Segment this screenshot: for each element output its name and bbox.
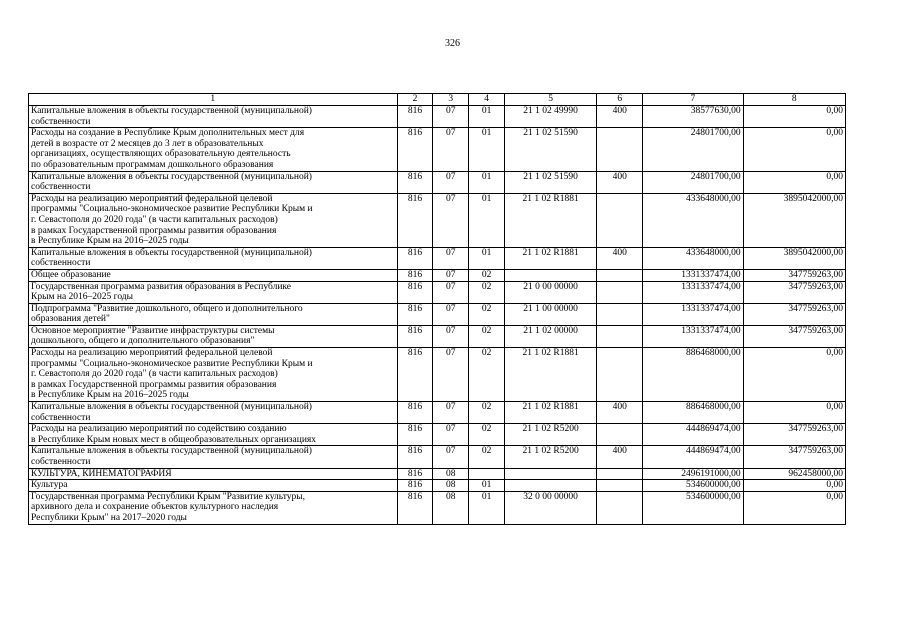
table-row	[29, 424, 846, 446]
row-name-line: Расходы на реализацию мероприятий по содействию созданию	[31, 424, 287, 435]
amount-year2-cell: 0,00	[743, 480, 845, 492]
row-name-line: архивного дела и сохранение объектов культурного наследия	[31, 502, 279, 513]
amount-year1-cell: 24801700,00	[643, 128, 743, 171]
row-name-cell	[29, 247, 398, 269]
ministry-code-cell: 816	[397, 491, 433, 524]
row-name-cell	[29, 128, 398, 171]
table-row	[29, 247, 846, 269]
subsection-code-cell: 02	[469, 424, 505, 446]
amount-year2-cell: 347759263,00	[743, 446, 845, 468]
section-code-cell: 07	[433, 402, 469, 424]
table-row	[29, 402, 846, 424]
expense-type-cell	[597, 480, 643, 492]
column-header: 6	[597, 94, 643, 106]
expense-type-cell	[597, 281, 643, 303]
row-name-cell	[29, 424, 398, 446]
ministry-code-cell: 816	[397, 402, 433, 424]
amount-year2-cell: 0,00	[743, 402, 845, 424]
row-name-line: Расходы на создание в Республике Крым дополнительных мест для	[31, 128, 305, 139]
row-name-line: г. Севастополя до 2020 года" (в части капитальных расходов)	[31, 214, 278, 225]
target-article-cell: 21 1 02 49990	[505, 106, 597, 128]
expense-type-cell: 400	[597, 171, 643, 193]
row-name-cell	[29, 303, 398, 325]
target-article-cell: 21 1 02 R5200	[505, 424, 597, 446]
section-code-cell: 07	[433, 128, 469, 171]
expense-type-cell: 400	[597, 106, 643, 128]
target-article-cell: 21 1 02 51590	[505, 128, 597, 171]
target-article-cell: 21 1 02 R5200	[505, 446, 597, 468]
target-article-cell: 21 1 02 51590	[505, 171, 597, 193]
row-name-line: в Республике Крым на 2016–2025 годы	[31, 390, 189, 401]
row-name-cell	[29, 468, 398, 480]
amount-year1-cell: 24801700,00	[643, 171, 743, 193]
row-name-line: Капитальные вложения в объекты государственной (муниципальной)	[31, 446, 312, 457]
subsection-code-cell	[469, 468, 505, 480]
ministry-code-cell: 816	[397, 424, 433, 446]
row-name-line: Государственная программа развития образования в Республике	[31, 281, 291, 292]
row-name-cell	[29, 281, 398, 303]
subsection-code-cell: 02	[469, 269, 505, 281]
table-row	[29, 325, 846, 347]
ministry-code-cell: 816	[397, 193, 433, 247]
amount-year1-cell: 1331337474,00	[643, 303, 743, 325]
row-name-line: организациях, осуществляющих образовательную деятельность	[31, 149, 291, 160]
amount-year1-cell: 444869474,00	[643, 424, 743, 446]
amount-year1-cell: 433648000,00	[643, 193, 743, 247]
ministry-code-cell: 816	[397, 303, 433, 325]
ministry-code-cell: 816	[397, 247, 433, 269]
ministry-code-cell: 816	[397, 480, 433, 492]
expense-type-cell	[597, 269, 643, 281]
amount-year1-cell: 38577630,00	[643, 106, 743, 128]
header-row	[29, 94, 846, 106]
subsection-code-cell: 02	[469, 325, 505, 347]
table-row	[29, 468, 846, 480]
ministry-code-cell: 816	[397, 106, 433, 128]
column-header: 2	[397, 94, 433, 106]
row-name-cell	[29, 269, 398, 281]
row-name-line: программы "Социально-экономическое развитие Республики Крым и	[31, 204, 313, 215]
section-code-cell: 07	[433, 269, 469, 281]
section-code-cell: 07	[433, 424, 469, 446]
row-name-line: образования детей"	[31, 314, 110, 325]
subsection-code-cell: 01	[469, 128, 505, 171]
amount-year2-cell: 347759263,00	[743, 269, 845, 281]
section-code-cell: 07	[433, 171, 469, 193]
ministry-code-cell: 816	[397, 269, 433, 281]
expense-type-cell	[597, 325, 643, 347]
table-row	[29, 303, 846, 325]
expense-type-cell	[597, 424, 643, 446]
target-article-cell: 21 1 02 00000	[505, 325, 597, 347]
page-number: 326	[445, 38, 460, 49]
expense-type-cell: 400	[597, 446, 643, 468]
target-article-cell: 21 1 02 R1881	[505, 193, 597, 247]
row-name-line: по образовательным программам дошкольного образования	[31, 159, 274, 170]
target-article-cell: 32 0 00 00000	[505, 491, 597, 524]
amount-year1-cell: 1331337474,00	[643, 325, 743, 347]
target-article-cell: 21 0 00 00000	[505, 281, 597, 303]
target-article-cell: 21 1 02 R1881	[505, 402, 597, 424]
section-code-cell: 07	[433, 325, 469, 347]
subsection-code-cell: 01	[469, 106, 505, 128]
row-name-line: программы "Социально-экономическое развитие Республики Крым и	[31, 358, 313, 369]
column-header: 4	[469, 94, 505, 106]
amount-year1-cell: 444869474,00	[643, 446, 743, 468]
expense-type-cell	[597, 128, 643, 171]
row-name-line: собственности	[31, 412, 91, 423]
row-name-line: собственности	[31, 116, 91, 127]
amount-year2-cell: 0,00	[743, 171, 845, 193]
subsection-code-cell: 02	[469, 281, 505, 303]
table-row	[29, 171, 846, 193]
expense-type-cell	[597, 303, 643, 325]
row-name-line: Государственная программа Республики Крым "Развитие культуры,	[31, 491, 306, 502]
ministry-code-cell: 816	[397, 171, 433, 193]
expense-type-cell	[597, 193, 643, 247]
column-header: 7	[643, 94, 743, 106]
expense-type-cell	[597, 491, 643, 524]
row-name-line: в Республике Крым на 2016–2025 годы	[31, 236, 189, 247]
amount-year2-cell: 0,00	[743, 491, 845, 524]
expense-type-cell: 400	[597, 402, 643, 424]
budget-table	[28, 93, 846, 525]
target-article-cell	[505, 269, 597, 281]
row-name-line: собственности	[31, 457, 91, 467]
row-name-cell	[29, 325, 398, 347]
section-code-cell: 07	[433, 303, 469, 325]
row-name-cell	[29, 446, 398, 468]
amount-year1-cell: 886468000,00	[643, 348, 743, 402]
row-name-line: Общее образование	[31, 269, 111, 280]
row-name-line: дошкольного, общего и дополнительного образования"	[31, 336, 255, 347]
amount-year2-cell: 3895042000,00	[743, 247, 845, 269]
section-code-cell: 07	[433, 348, 469, 402]
row-name-line: Расходы на реализацию мероприятий федеральной целевой	[31, 348, 273, 359]
amount-year2-cell: 3895042000,00	[743, 193, 845, 247]
expense-type-cell	[597, 348, 643, 402]
amount-year1-cell: 433648000,00	[643, 247, 743, 269]
table-row	[29, 281, 846, 303]
row-name-line: Культура	[31, 480, 68, 491]
row-name-line: Основное мероприятие "Развитие инфраструктуры системы	[31, 325, 275, 336]
expense-type-cell	[597, 468, 643, 480]
row-name-cell	[29, 402, 398, 424]
section-code-cell: 07	[433, 247, 469, 269]
amount-year1-cell: 1331337474,00	[643, 281, 743, 303]
row-name-line: Крым на 2016–2025 годы	[31, 292, 134, 303]
amount-year2-cell: 0,00	[743, 348, 845, 402]
section-code-cell: 07	[433, 193, 469, 247]
table-row	[29, 128, 846, 171]
row-name-cell	[29, 348, 398, 402]
table-row	[29, 446, 846, 468]
subsection-code-cell: 02	[469, 402, 505, 424]
subsection-code-cell: 02	[469, 348, 505, 402]
row-name-line: собственности	[31, 182, 91, 193]
ministry-code-cell: 816	[397, 468, 433, 480]
amount-year2-cell: 347759263,00	[743, 281, 845, 303]
section-code-cell: 07	[433, 281, 469, 303]
row-name-cell	[29, 491, 398, 524]
row-name-cell	[29, 193, 398, 247]
row-name-line: детей в возрасте от 2 месяцев до 3 лет в образовательных	[31, 138, 264, 149]
table-row	[29, 106, 846, 128]
amount-year2-cell: 962458000,00	[743, 468, 845, 480]
subsection-code-cell: 01	[469, 480, 505, 492]
subsection-code-cell: 01	[469, 491, 505, 524]
section-code-cell: 08	[433, 480, 469, 492]
amount-year1-cell: 534600000,00	[643, 491, 743, 524]
ministry-code-cell: 816	[397, 348, 433, 402]
amount-year1-cell: 1331337474,00	[643, 269, 743, 281]
column-header: 5	[505, 94, 597, 106]
amount-year1-cell: 886468000,00	[643, 402, 743, 424]
expense-type-cell: 400	[597, 247, 643, 269]
column-header: 3	[433, 94, 469, 106]
table-row	[29, 348, 846, 402]
row-name-line: Капитальные вложения в объекты государственной (муниципальной)	[31, 402, 312, 413]
amount-year2-cell: 0,00	[743, 106, 845, 128]
target-article-cell: 21 1 02 R1881	[505, 247, 597, 269]
row-name-line: Капитальные вложения в объекты государственной (муниципальной)	[31, 106, 312, 116]
target-article-cell	[505, 468, 597, 480]
row-name-line: собственности	[31, 258, 91, 269]
row-name-line: г. Севастополя до 2020 года" (в части капитальных расходов)	[31, 369, 278, 380]
subsection-code-cell: 02	[469, 303, 505, 325]
row-name-cell	[29, 171, 398, 193]
row-name-line: Расходы на реализацию мероприятий федеральной целевой	[31, 193, 273, 204]
table-body	[29, 106, 846, 525]
column-header: 8	[743, 94, 845, 106]
row-name-line: в Республике Крым новых мест в общеобразовательных организациях	[31, 434, 317, 445]
section-code-cell: 07	[433, 446, 469, 468]
ministry-code-cell: 816	[397, 128, 433, 171]
subsection-code-cell: 02	[469, 446, 505, 468]
table-row	[29, 193, 846, 247]
table-row	[29, 491, 846, 524]
target-article-cell: 21 1 00 00000	[505, 303, 597, 325]
ministry-code-cell: 816	[397, 281, 433, 303]
section-code-cell: 08	[433, 491, 469, 524]
column-header: 1	[29, 94, 398, 106]
ministry-code-cell: 816	[397, 446, 433, 468]
table-row	[29, 480, 846, 492]
amount-year2-cell: 347759263,00	[743, 303, 845, 325]
amount-year1-cell: 2496191000,00	[643, 468, 743, 480]
row-name-line: Республики Крым" на 2017–2020 годы	[31, 512, 187, 523]
subsection-code-cell: 01	[469, 171, 505, 193]
row-name-cell	[29, 106, 398, 128]
row-name-cell	[29, 480, 398, 492]
section-code-cell: 08	[433, 468, 469, 480]
row-name-line: Капитальные вложения в объекты государственной (муниципальной)	[31, 247, 312, 258]
table-row	[29, 269, 846, 281]
amount-year1-cell: 534600000,00	[643, 480, 743, 492]
target-article-cell: 21 1 02 R1881	[505, 348, 597, 402]
ministry-code-cell: 816	[397, 325, 433, 347]
row-name-line: Подпрограмма "Развитие дошкольного, общего и дополнительного	[31, 303, 303, 314]
row-name-line: Капитальные вложения в объекты государственной (муниципальной)	[31, 171, 312, 182]
row-name-line: КУЛЬТУРА, КИНЕМАТОГРАФИЯ	[31, 468, 172, 479]
subsection-code-cell: 01	[469, 193, 505, 247]
section-code-cell: 07	[433, 106, 469, 128]
amount-year2-cell: 0,00	[743, 128, 845, 171]
row-name-line: в рамках Государственной программы развития образования	[31, 225, 277, 236]
subsection-code-cell: 01	[469, 247, 505, 269]
row-name-line: в рамках Государственной программы развития образования	[31, 379, 277, 390]
amount-year2-cell: 347759263,00	[743, 424, 845, 446]
target-article-cell	[505, 480, 597, 492]
amount-year2-cell: 347759263,00	[743, 325, 845, 347]
